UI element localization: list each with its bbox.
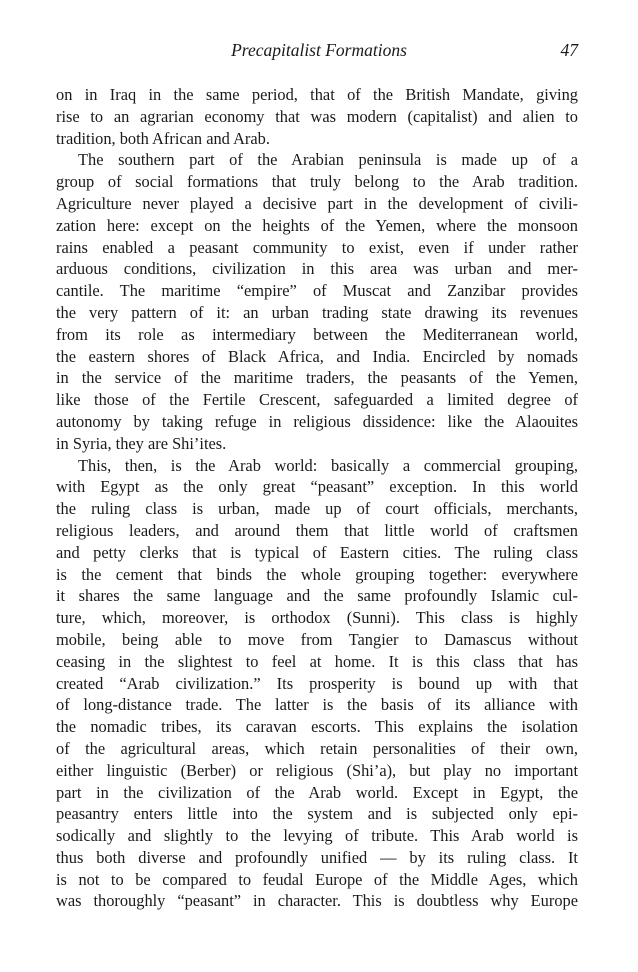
text-line: like those of the Fertile Crescent, safeguarded a limited degree of	[56, 390, 578, 410]
text-line: from its role as intermediary between the Mediterranean world,	[56, 324, 578, 344]
text-line: Agriculture never played a decisive part in the development of civili-	[56, 193, 578, 213]
text-line: on in Iraq in the same period, that of the British Mandate, giving	[56, 85, 578, 104]
text-line: was thoroughly “peasant” in character. This is doubtless why Europe	[56, 891, 578, 911]
text-line: created “Arab civilization.” Its prosperity is bound up with that	[56, 673, 578, 693]
text-line: rise to an agrarian economy that was modern (capitalist) and alien to	[56, 106, 578, 126]
text-line: zation here: except on the heights of the Yemen, where the monsoon	[56, 215, 578, 235]
text-line: autonomy by taking refuge in religious dissidence: like the Alaouites	[56, 411, 578, 431]
text-line: of the agricultural areas, which retain personalities of their own,	[56, 738, 578, 758]
page-number: 47	[560, 40, 578, 60]
text-line: the very pattern of it: an urban trading state drawing its revenues	[56, 302, 578, 322]
running-title: Precapitalist Formations	[231, 40, 407, 60]
text-line: tradition, both African and Arab.	[56, 128, 270, 148]
text-line: rains enabled a peasant community to exist, even if under rather	[56, 237, 578, 257]
text-line: religious leaders, and around them that little world of craftsmen	[56, 520, 578, 540]
text-line: group of social formations that truly belong to the Arab tradition.	[56, 172, 578, 192]
text-line: of long-distance trade. The latter is the basis of its alliance with	[56, 695, 578, 715]
text-line: cantile. The maritime “empire” of Muscat and Zanzibar provides	[56, 281, 578, 301]
text-line: the ruling class is urban, made up of court officials, merchants,	[56, 499, 578, 519]
text-line: thus both diverse and profoundly unified — by its ruling class. It	[56, 847, 578, 867]
text-line: peasantry enters little into the system and is subjected only epi-	[56, 804, 578, 824]
text-line: ceasing in the slightest to feel at home. It is this class that has	[56, 651, 578, 671]
text-line: it shares the same language and the same profoundly Islamic cul-	[56, 586, 578, 606]
text-line: is not to be compared to feudal Europe of the Middle Ages, which	[56, 869, 578, 889]
text-line: the eastern shores of Black Africa, and India. Encircled by nomads	[56, 346, 578, 366]
text-line: The southern part of the Arabian peninsula is made up of a	[78, 150, 578, 170]
text-line: mobile, being able to move from Tangier to Damascus without	[56, 629, 578, 649]
text-line: ture, which, moreover, is orthodox (Sunni). This class is highly	[56, 608, 578, 628]
text-line: arduous conditions, civilization in this area was urban and mer-	[56, 259, 578, 279]
text-line: in the service of the maritime traders, the peasants of the Yemen,	[56, 368, 578, 388]
text-line: This, then, is the Arab world: basically a commercial grouping,	[78, 455, 578, 475]
text-line: sodically and slightly to the levying of tribute. This Arab world is	[56, 826, 578, 846]
text-line: is the cement that binds the whole grouping together: everywhere	[56, 564, 578, 584]
text-line: the nomadic tribes, its caravan escorts. This explains the isolation	[56, 717, 578, 737]
text-line: either linguistic (Berber) or religious (Shi’a), but play no important	[56, 760, 578, 780]
text-line: in Syria, they are Shi’ites.	[56, 433, 227, 453]
body-text	[56, 84, 578, 912]
text-line: and petty clerks that is typical of Eastern cities. The ruling class	[56, 542, 578, 562]
text-line: part in the civilization of the Arab world. Except in Egypt, the	[56, 782, 578, 802]
text-line: with Egypt as the only great “peasant” exception. In this world	[56, 477, 578, 497]
